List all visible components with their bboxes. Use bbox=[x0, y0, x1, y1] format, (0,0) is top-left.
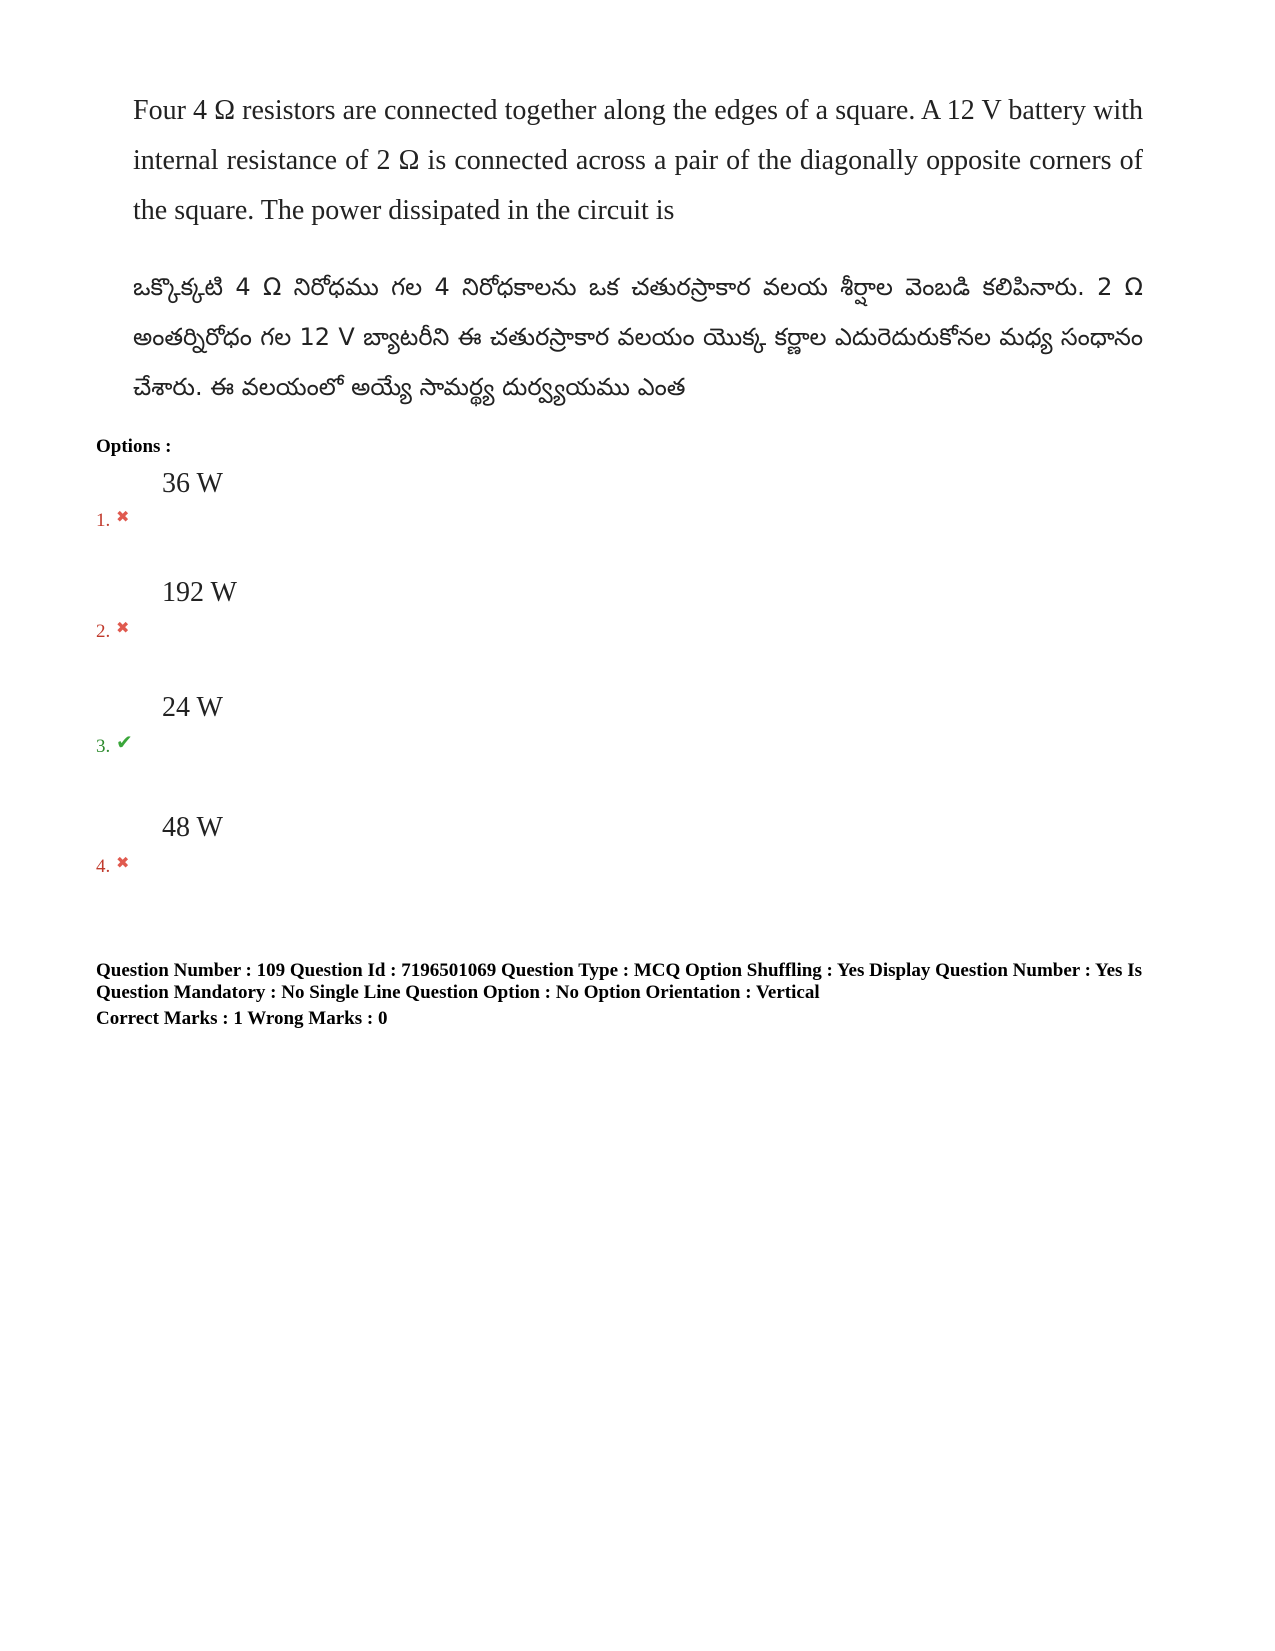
option-2[interactable] bbox=[96, 577, 696, 657]
option-3-number: 3. bbox=[96, 736, 111, 757]
option-1-number: 1. bbox=[96, 510, 111, 531]
question-block bbox=[133, 86, 1143, 412]
cross-icon: ✖ bbox=[116, 618, 130, 637]
option-3-text: 24 W bbox=[162, 692, 223, 723]
cross-icon: ✖ bbox=[116, 507, 130, 526]
question-text-english: Four 4 Ω resistors are connected together along the edges of a square. A 12 V battery with internal resistance of 2 Ω is connected across a pair of the diagonally opposite corners of the square. The power dissipated in the circuit is bbox=[133, 95, 1143, 226]
option-1[interactable] bbox=[96, 468, 696, 548]
option-2-number: 2. bbox=[96, 621, 111, 642]
option-2-text: 192 W bbox=[162, 577, 237, 608]
option-1-text: 36 W bbox=[162, 468, 223, 499]
cross-icon: ✖ bbox=[116, 853, 130, 872]
option-3[interactable] bbox=[96, 692, 696, 772]
options-label: Options : bbox=[96, 436, 172, 457]
question-meta-details: Question Number : 109 Question Id : 7196501069 Question Type : MCQ Option Shuffling : Yes Display Question Number : Yes Is Question Mandatory : No Single Line Question Option : No Option Orientation : Vertical bbox=[96, 960, 1142, 1003]
option-4[interactable] bbox=[96, 812, 696, 892]
option-4-text: 48 W bbox=[162, 812, 223, 843]
check-icon: ✔ bbox=[116, 730, 133, 754]
question-metadata bbox=[96, 960, 1186, 1030]
marks-info: Correct Marks : 1 Wrong Marks : 0 bbox=[96, 1008, 388, 1029]
question-text-telugu: ఒక్కొక్కటి 4 Ω నిరోధము గల 4 నిరోధకాలను ఒక చతురస్రాకార వలయ శీర్షాల వెంబడి కలిపినారు. 2 Ω అంతర్నిరోధం గల 12 V బ్యాటరీని ఈ చతురస్రాకార వలయం యొక్క కర్ణాల ఎదురెదురుకోనల మధ్య సంధానం చేశారు. ఈ వలయంలో అయ్యే సామర్థ్య దుర్వ్యయము ఎంత bbox=[133, 273, 1143, 401]
option-4-number: 4. bbox=[96, 856, 111, 877]
